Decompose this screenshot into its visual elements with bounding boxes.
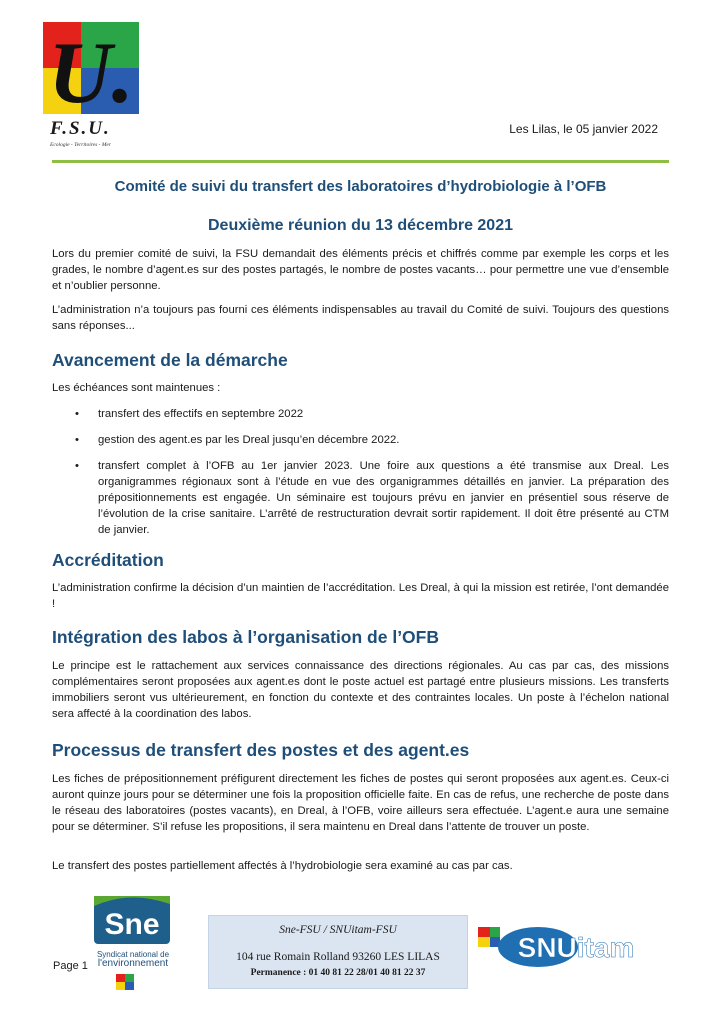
header-divider (52, 160, 669, 163)
sne-logo-text: Sne (104, 908, 160, 941)
page-number: Page 1 (53, 960, 88, 972)
snuitam-logo (476, 915, 661, 973)
section-heading-integration: Intégration des labos à l’organisation de l’OFB (52, 627, 439, 647)
contact-unions: Sne-FSU / SNUitam-FSU (279, 924, 397, 936)
list-item (52, 432, 669, 448)
sne-subtitle (88, 950, 178, 968)
document-subtitle: Deuxième réunion du 13 décembre 2021 (207, 217, 513, 234)
list-item (52, 406, 669, 422)
sne-subtitle-line-2: l'environnement (97, 958, 169, 969)
list-item-text: gestion des agent.es par les Dreal jusqu’en décembre 2022. (98, 434, 400, 446)
intro-paragraph-2: L’administration n’a toujours pas fourni ces éléments indispensables au travail du Comité de suivi. Toujours des questions sans réponses... (52, 304, 669, 332)
fsu-mini-logo (116, 974, 134, 990)
contact-phone: Permanence : 01 40 81 22 28/01 40 81 22 37 (250, 968, 426, 978)
intro-paragraph-1: Lors du premier comité de suivi, la FSU demandait des éléments précis et chiffrés comme par exemple les corps et les grades, le nombre d’agent.es sur des postes partagés, le nombre de postes vacants… pour permettre une vue d’ensemble et n’oublier personne. (52, 248, 669, 292)
logo-letter: U. (48, 25, 134, 114)
section-paragraph: Le transfert des postes partiellement affectés à l’hydrobiologie sera examiné au cas par cas. (52, 860, 513, 872)
list-item (52, 458, 669, 538)
bullet-icon: • (75, 408, 79, 420)
list-item-text: transfert complet à l’OFB au 1er janvier 2023. Une foire aux questions a été transmise aux Dreal. Les organigrammes régionaux sont à l’étude en vue des organigrammes détaillés en janvier. La préparation des prépositionnements est engagée. Un séminaire est toujours prévu en janvier en présentiel sous réserve de l’évolution de la crise sanitaire. L’arrêté de restructuration devrait sortir rapidement. Il doit être présenté au CTM de janvier. (98, 460, 669, 536)
list-item-text: transfert des effectifs en septembre 2022 (98, 408, 304, 420)
contact-box (208, 915, 468, 989)
section-heading-processus: Processus de transfert des postes et des agent.es (52, 740, 470, 760)
sne-logo (90, 888, 174, 946)
document-date: Les Lilas, le 05 janvier 2022 (509, 122, 658, 136)
bullet-icon: • (75, 434, 79, 446)
section-lead: Les échéances sont maintenues : (52, 382, 221, 394)
section-paragraph: Le principe est le rattachement aux services connaissance des directions régionales. Au cas par cas, des missions complémentaires seront proposées aux agent.es dont le poste actuel est partagé entre plusieurs missions. Les transferts immobiliers seront vus ultérieurement, en fonction du contexte et des contraintes locales. Un poste à l’échelon national sera affecté à la coordination des labos. (52, 660, 669, 720)
section-heading-avancement: Avancement de la démarche (52, 350, 288, 370)
document-title: Comité de suivi du transfert des laboratoires d’hydrobiologie à l’OFB (114, 178, 607, 195)
section-heading-accreditation: Accréditation (52, 550, 164, 570)
contact-address: 104 rue Romain Rolland 93260 LES LILAS (236, 951, 440, 963)
org-name: F.S.U. (50, 118, 111, 139)
section-paragraph: Les fiches de prépositionnement préfigurent directement les fiches de postes qui seront proposées aux agent.es. Ceux-ci auront quinze jours pour se déterminer une fois la proposition officielle faite. En cas de refus, une recherche de poste dans le réseau des laboratoires (postes vacants), en Dreal, à l’OFB, voire ailleurs sera effectuée. L’agent.e aura une semaine pour se déterminer. S’il refuse les propositions, il sera maintenu en Dreal dans l’attente de trouver un poste. (52, 773, 669, 833)
snuitam-logo-text: SNUitam (517, 932, 635, 963)
bullet-icon: • (75, 460, 79, 472)
org-tagline: Ecologie - Territoires - Mer (50, 142, 112, 148)
bullet-list (52, 406, 669, 538)
fsu-logo (43, 22, 139, 114)
sne-subtitle-line-1: Syndicat national de (96, 950, 170, 959)
section-paragraph: L’administration confirme la décision d’un maintien de l’accréditation. Les Dreal, à qui la mission est retirée, l’ont demandée ! (52, 582, 669, 610)
